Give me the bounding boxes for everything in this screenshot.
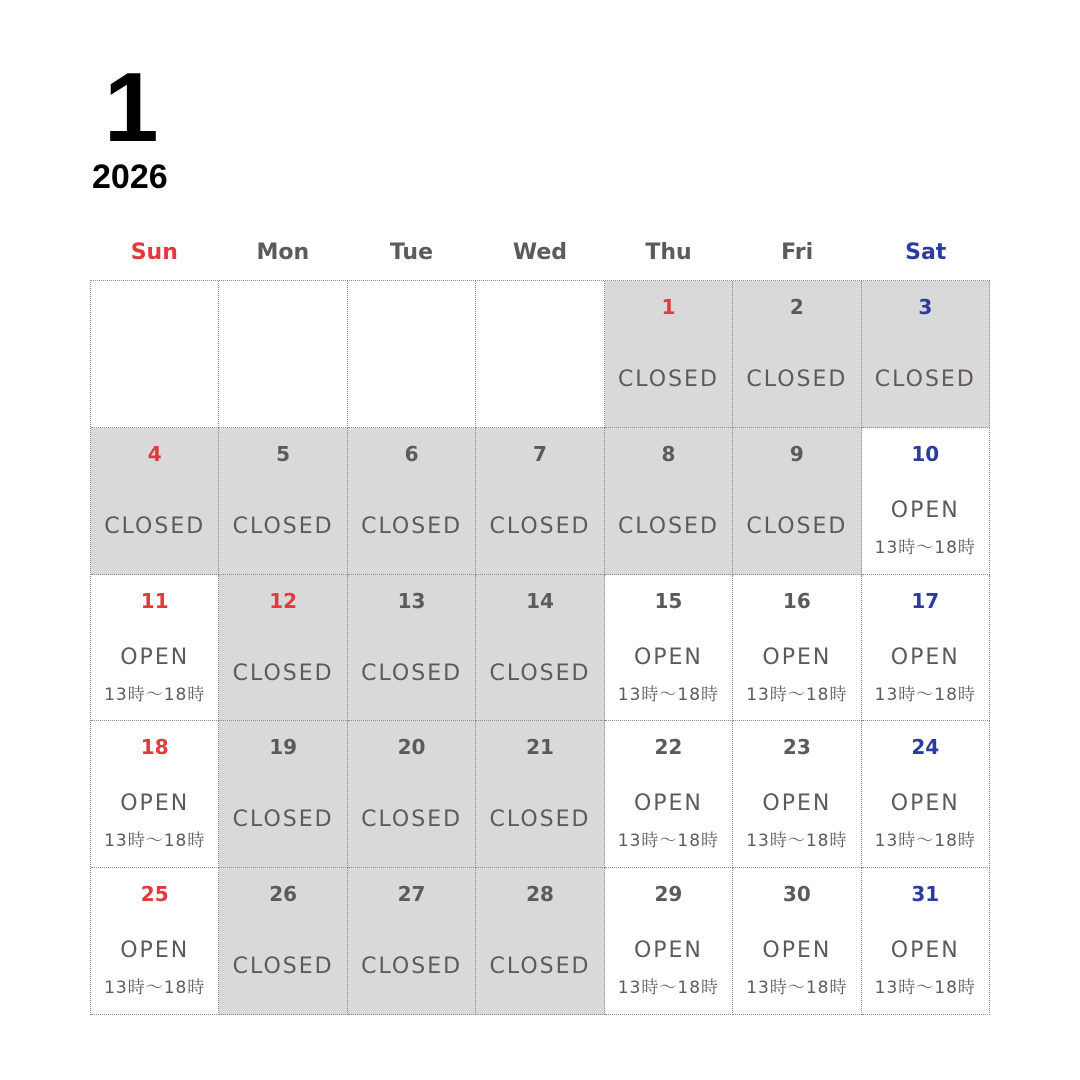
status-closed-label: CLOSED <box>361 954 463 980</box>
opening-hours: 13時〜18時 <box>746 684 848 705</box>
day-number: 14 <box>526 588 554 613</box>
weekday-wed: Wed <box>512 240 568 265</box>
status-open-label: OPEN <box>633 791 703 817</box>
day-number: 17 <box>911 588 940 613</box>
opening-hours: 13時〜18時 <box>746 831 848 852</box>
calendar-day-cell <box>91 428 219 575</box>
weekday-header-row <box>90 238 990 268</box>
day-number: 11 <box>140 588 169 613</box>
day-number: 19 <box>269 735 298 760</box>
opening-hours: 13時〜18時 <box>617 684 720 705</box>
status-closed-label: CLOSED <box>489 807 591 833</box>
calendar-day-cell <box>348 721 476 868</box>
calendar-day-cell <box>605 721 733 868</box>
day-number: 31 <box>911 882 940 907</box>
calendar-day-cell <box>733 868 861 1015</box>
status-open-label: OPEN <box>120 938 190 964</box>
opening-hours: 13時〜18時 <box>874 978 976 999</box>
day-number: 18 <box>140 735 169 760</box>
year-label: 2026 <box>92 158 168 196</box>
day-number: 5 <box>276 441 291 466</box>
day-number: 15 <box>654 588 683 613</box>
status-closed-label: CLOSED <box>617 513 719 539</box>
calendar-day-cell <box>862 721 990 868</box>
status-closed-label: CLOSED <box>361 807 463 833</box>
day-number: 22 <box>654 735 683 760</box>
day-number: 21 <box>526 735 554 760</box>
calendar-day-cell <box>219 868 347 1015</box>
weekday-tue: Tue <box>389 240 434 265</box>
status-open-label: OPEN <box>120 791 190 817</box>
weekday-thu: Thu <box>645 240 692 265</box>
day-number: 13 <box>397 588 426 613</box>
status-open-label: OPEN <box>762 938 832 964</box>
calendar-day-cell <box>476 868 604 1015</box>
status-closed-label: CLOSED <box>617 367 719 392</box>
calendar-day-cell <box>348 868 476 1015</box>
status-open-label: OPEN <box>890 497 960 523</box>
calendar-day-cell <box>91 721 219 868</box>
calendar-day-cell <box>733 575 861 722</box>
day-number: 28 <box>526 882 554 907</box>
opening-hours: 13時〜18時 <box>746 978 848 999</box>
calendar-day-cell <box>733 281 861 428</box>
day-number: 26 <box>269 882 298 907</box>
day-number: 20 <box>397 735 426 760</box>
day-number: 30 <box>782 882 811 907</box>
status-open-label: OPEN <box>890 644 960 670</box>
day-number: 27 <box>397 882 426 907</box>
day-number: 10 <box>911 441 940 466</box>
weekday-mon: Mon <box>256 240 310 265</box>
status-closed-label: CLOSED <box>232 807 334 833</box>
status-open-label: OPEN <box>633 644 703 670</box>
status-closed-label: CLOSED <box>361 660 463 686</box>
calendar-day-cell <box>91 575 219 722</box>
day-number: 2 <box>789 295 804 319</box>
status-closed-label: CLOSED <box>361 513 463 539</box>
opening-hours: 13時〜18時 <box>104 831 206 852</box>
calendar-day-cell <box>862 868 990 1015</box>
day-number: 25 <box>140 882 169 907</box>
calendar-day-cell <box>605 281 733 428</box>
status-closed-label: CLOSED <box>489 954 591 980</box>
calendar-day-cell <box>476 428 604 575</box>
calendar-day-cell <box>476 721 604 868</box>
opening-hours: 13時〜18時 <box>104 978 206 999</box>
day-number: 8 <box>661 441 676 466</box>
status-closed-label: CLOSED <box>104 513 206 539</box>
calendar-day-cell <box>862 575 990 722</box>
day-number: 16 <box>782 588 811 613</box>
calendar-day-cell <box>733 721 861 868</box>
calendar-day-cell <box>605 868 733 1015</box>
calendar-cell-empty <box>476 281 604 428</box>
calendar-day-cell <box>91 868 219 1015</box>
calendar-day-cell <box>605 428 733 575</box>
status-open-label: OPEN <box>762 791 832 817</box>
calendar-cell-empty <box>348 281 476 428</box>
status-closed-label: CLOSED <box>746 367 848 392</box>
calendar-day-cell <box>219 575 347 722</box>
opening-hours: 13時〜18時 <box>874 831 976 852</box>
day-number: 4 <box>147 441 162 466</box>
day-number: 9 <box>789 441 804 466</box>
status-closed-label: CLOSED <box>232 954 334 980</box>
calendar-cell-empty <box>91 281 219 428</box>
calendar-day-cell <box>219 428 347 575</box>
calendar-day-cell <box>733 428 861 575</box>
calendar-day-cell <box>862 281 990 428</box>
status-closed-label: CLOSED <box>874 367 976 392</box>
month-number: 1 <box>104 52 159 162</box>
calendar-cell-empty <box>219 281 347 428</box>
day-number: 29 <box>654 882 683 907</box>
status-open-label: OPEN <box>762 644 832 670</box>
calendar-day-cell <box>862 428 990 575</box>
calendar-day-cell <box>476 575 604 722</box>
status-open-label: OPEN <box>633 938 703 964</box>
day-number: 24 <box>911 735 940 760</box>
calendar-day-cell <box>605 575 733 722</box>
status-closed-label: CLOSED <box>489 660 591 686</box>
day-number: 23 <box>782 735 811 760</box>
status-open-label: OPEN <box>890 938 960 964</box>
day-number: 1 <box>661 295 676 319</box>
status-open-label: OPEN <box>120 644 190 670</box>
opening-hours: 13時〜18時 <box>874 684 976 705</box>
opening-hours: 13時〜18時 <box>874 537 976 558</box>
status-closed-label: CLOSED <box>232 660 334 686</box>
calendar-day-cell <box>219 721 347 868</box>
day-number: 12 <box>269 588 298 613</box>
calendar-day-cell <box>348 575 476 722</box>
status-closed-label: CLOSED <box>489 513 591 539</box>
opening-hours: 13時〜18時 <box>104 684 206 705</box>
weekday-fri: Fri <box>781 240 814 265</box>
opening-hours: 13時〜18時 <box>617 831 720 852</box>
status-closed-label: CLOSED <box>232 513 334 539</box>
status-open-label: OPEN <box>890 791 960 817</box>
opening-hours: 13時〜18時 <box>617 978 720 999</box>
weekday-sun: Sun <box>130 240 178 265</box>
weekday-sat: Sat <box>905 240 947 265</box>
day-number: 7 <box>533 441 547 466</box>
calendar-day-cell <box>348 428 476 575</box>
day-number: 3 <box>918 295 933 319</box>
calendar-grid <box>90 280 990 1015</box>
status-closed-label: CLOSED <box>746 513 848 539</box>
day-number: 6 <box>404 441 419 466</box>
